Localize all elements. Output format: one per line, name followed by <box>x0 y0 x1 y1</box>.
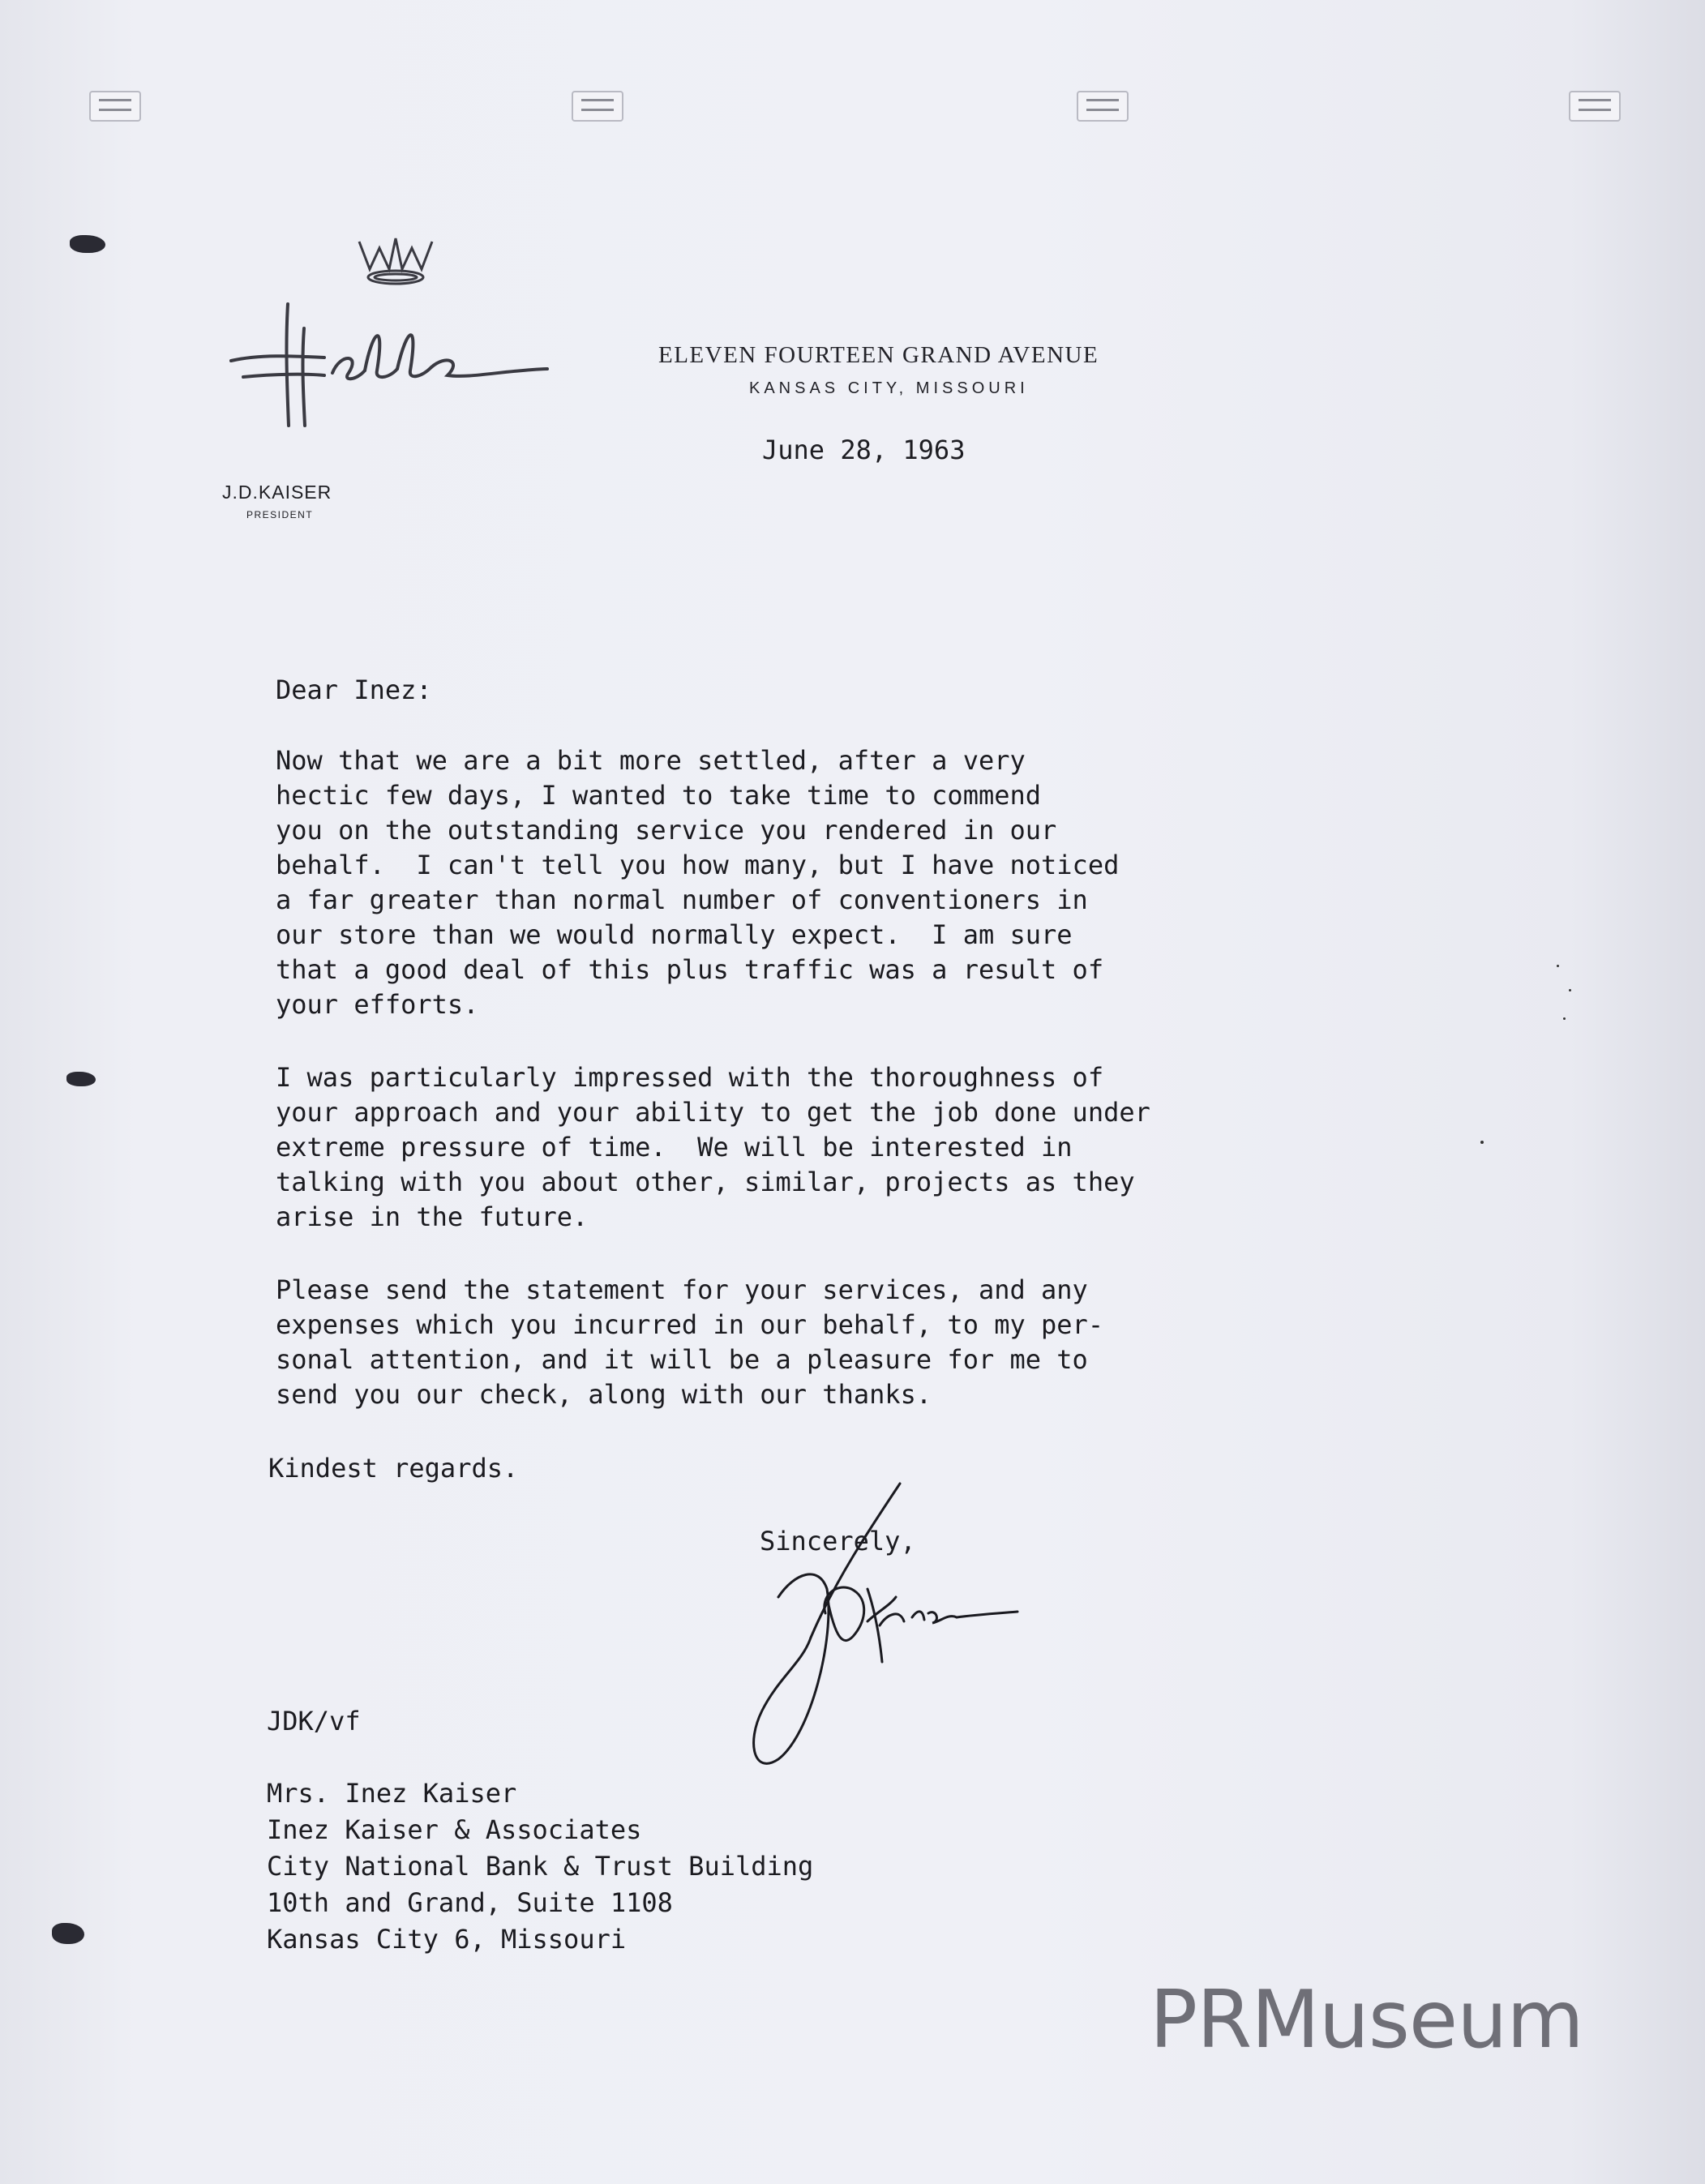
binder-clip-mark <box>89 91 141 122</box>
punch-hole-mark <box>70 235 105 253</box>
binder-clip-mark <box>572 91 623 122</box>
letterhead-address: ELEVEN FOURTEEN GRAND AVENUE <box>658 342 1099 368</box>
paper-speck <box>1563 1017 1566 1020</box>
executive-title: PRESIDENT <box>246 509 314 520</box>
letter-paragraph-1: Now that we are a bit more settled, after a very hectic few days, I wanted to take time to commend you on the outstanding service you rendered in our behalf. I can't tell you how many, but I have noticed a far greater than normal number of conventioners in our store than we would normally expect. I am sure that a good deal of this plus traffic was a result of your efforts. <box>276 745 1120 1020</box>
punch-hole-mark <box>52 1923 84 1944</box>
letter-paragraph-3: Please send the statement for your services, and any expenses which you incurred in our behalf, to my per- sonal attention, and it will be a pleasure for me to send you our check, along with our thanks. <box>276 1274 1104 1410</box>
handwritten-signature <box>746 1475 1022 1784</box>
letter-paragraph-2: I was particularly impressed with the thoroughness of your approach and your ability to get the job done under extreme pressure of time. We will be interested in talking with you about other, similar, projects as they arise in the future. <box>276 1062 1150 1232</box>
letterhead-city: KANSAS CITY, MISSOURI <box>749 379 1029 397</box>
paper-speck <box>1480 1141 1484 1144</box>
paper-speck <box>1569 989 1571 991</box>
executive-name: J.D.KAISER <box>222 482 332 503</box>
letter-greeting: Dear Inez: <box>276 674 432 705</box>
hallmark-logo <box>227 296 551 434</box>
prmuseum-watermark: PRMuseum <box>1150 1974 1583 2066</box>
letter-sign-off: Sincerely, <box>760 1526 916 1557</box>
paper-speck <box>1557 965 1559 967</box>
binder-clip-mark <box>1077 91 1129 122</box>
reference-initials: JDK/vf <box>267 1706 361 1736</box>
crown-logo-icon <box>355 235 436 292</box>
letter-date: June 28, 1963 <box>762 435 966 465</box>
binder-clip-mark <box>1569 91 1621 122</box>
recipient-address: Mrs. Inez Kaiser Inez Kaiser & Associates City National Bank & Trust Building 10th and Grand, Suite 1108 Kansas City 6, Missouri <box>267 1778 814 1955</box>
punch-hole-mark <box>66 1072 96 1086</box>
letter-closing: Kindest regards. <box>268 1453 519 1484</box>
